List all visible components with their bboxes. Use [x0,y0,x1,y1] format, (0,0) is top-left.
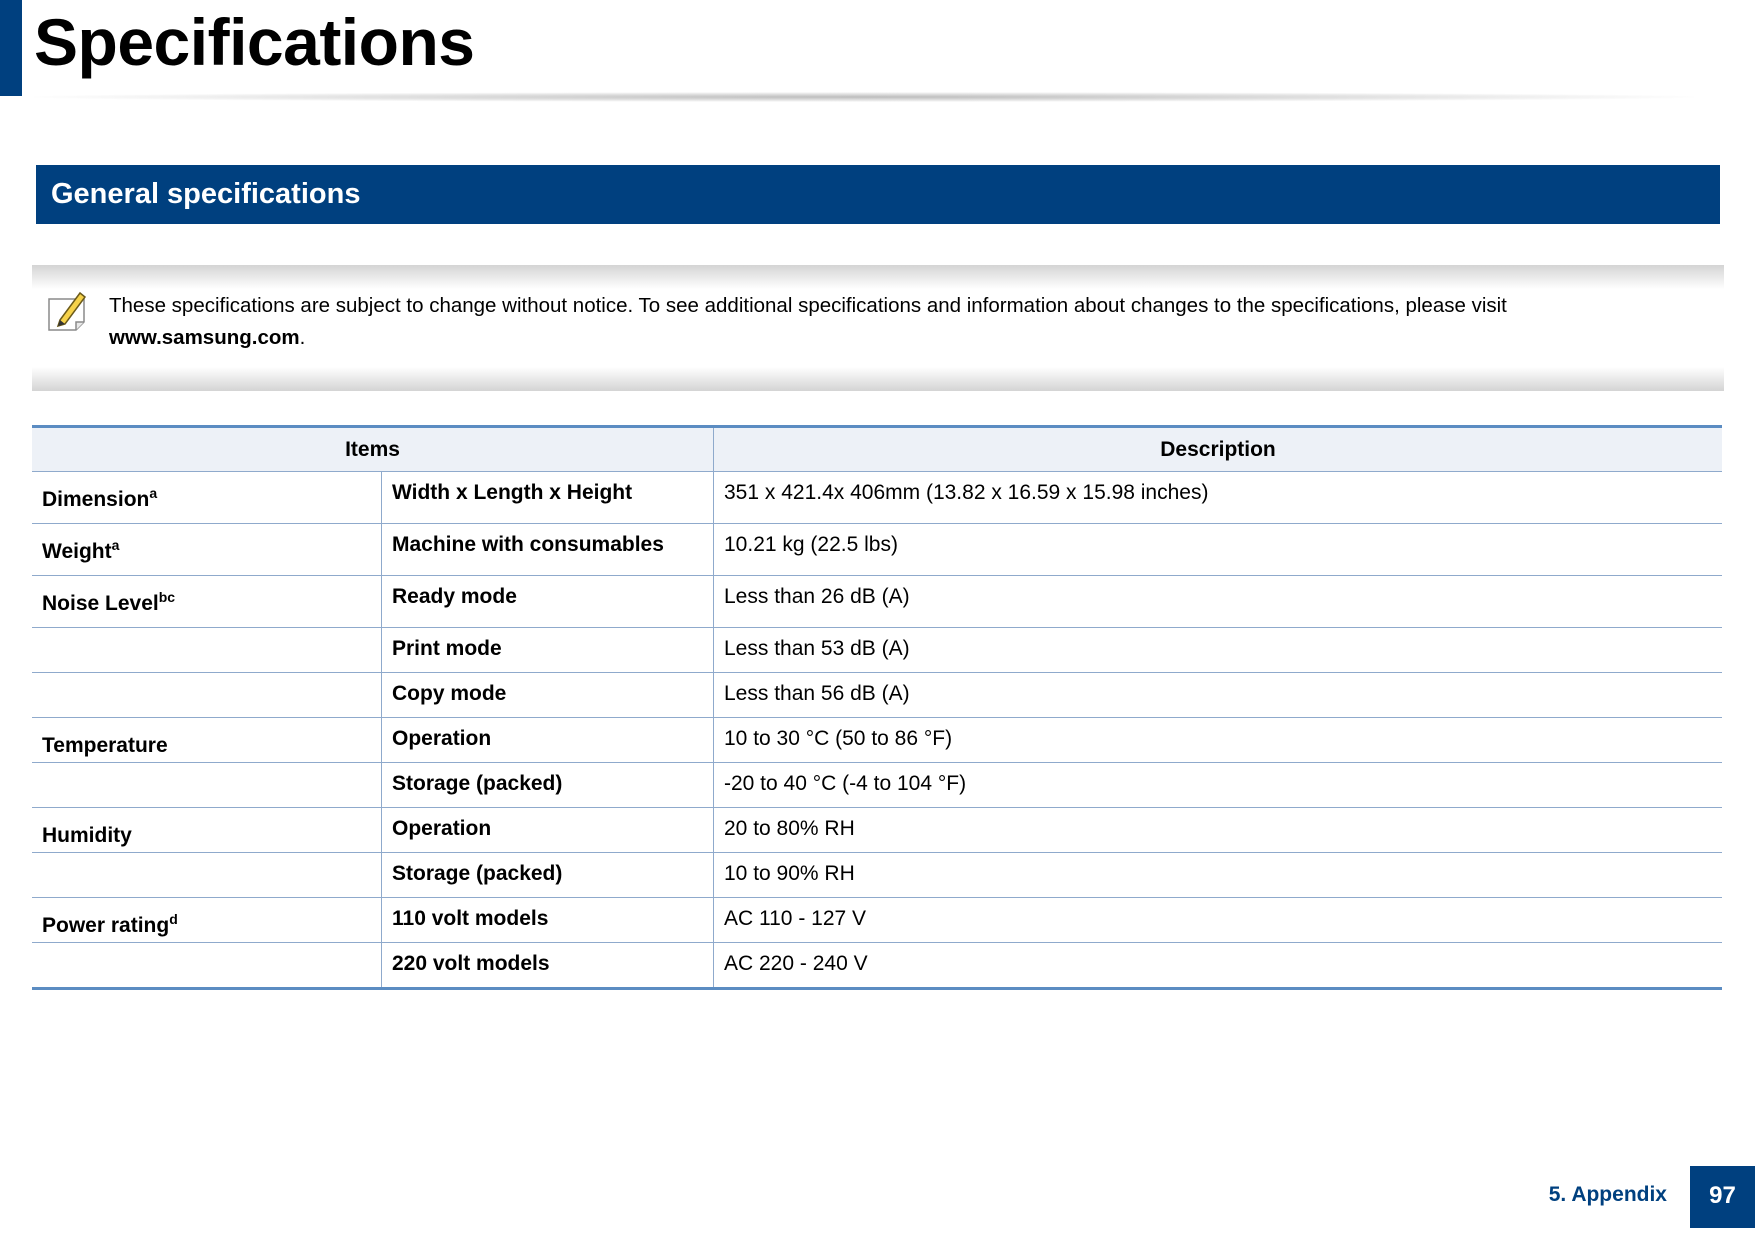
spec-subitem-cell: Operation [382,718,714,763]
table-row [32,472,1722,524]
spec-description-cell: Less than 53 dB (A) [714,628,1723,673]
spec-subitem-cell: Storage (packed) [382,853,714,898]
spec-subitem-cell: Operation [382,808,714,853]
spec-item-cell [32,763,382,808]
spec-item-cell [32,524,382,576]
spec-item-cell [32,673,382,718]
pencil-note-icon [46,289,88,333]
spec-description-cell: -20 to 40 °C (-4 to 104 °F) [714,763,1723,808]
spec-subitem-cell: 220 volt models [382,943,714,989]
spec-description-cell: AC 220 - 240 V [714,943,1723,989]
page-number-badge: 97 [1690,1166,1755,1228]
spec-item-cell [32,718,382,763]
spec-item-cell [32,808,382,853]
samsung-website-link[interactable]: www.samsung.com [109,326,300,349]
spec-item-cell [32,472,382,524]
note-top-shade [32,265,1724,289]
spec-description-cell: 10.21 kg (22.5 lbs) [714,524,1723,576]
spec-description-cell: 20 to 80% RH [714,808,1723,853]
note-text [109,290,1699,354]
section-title: General specifications [51,178,361,210]
footnote-marker: d [169,911,178,927]
spec-item-label: Noise Level [42,592,159,615]
note-body: These specifications are subject to change without notice. To see additional specifications and information about changes to the specifications, please visit [109,294,1507,317]
note-box [32,265,1724,391]
table-row [32,524,1722,576]
spec-subitem-cell: Copy mode [382,673,714,718]
spec-item-label: Weight [42,540,112,563]
spec-item-cell [32,628,382,673]
table-body [32,472,1722,989]
footnote-marker: bc [158,589,176,605]
general-specifications-table [32,425,1722,990]
spec-item-cell [32,576,382,628]
table-row [32,718,1722,763]
table-row [32,943,1722,989]
footnote-marker: a [111,537,120,553]
spec-item-label: Power rating [42,914,170,937]
table-row [32,576,1722,628]
header-accent-tab [0,0,22,96]
spec-description-cell: 10 to 90% RH [714,853,1723,898]
column-header-description: Description [714,427,1723,472]
spec-item-cell [32,898,382,943]
table-row [32,763,1722,808]
column-header-items: Items [32,427,714,472]
footnote-marker: a [149,485,158,501]
spec-description-cell: Less than 56 dB (A) [714,673,1723,718]
spec-description-cell: 351 x 421.4x 406mm (13.82 x 16.59 x 15.98 inches) [714,472,1723,524]
spec-subitem-cell: Machine with consumables [382,524,714,576]
spec-subitem-cell: Print mode [382,628,714,673]
spec-subitem-cell: Ready mode [382,576,714,628]
page-title: Specifications [34,5,475,79]
spec-item-cell [32,943,382,989]
section-header [36,165,1720,224]
table-row [32,808,1722,853]
title-divider [34,92,1694,102]
spec-description-cell: AC 110 - 127 V [714,898,1723,943]
table-row [32,673,1722,718]
spec-description-cell: 10 to 30 °C (50 to 86 °F) [714,718,1723,763]
footer-chapter-label: 5. Appendix [1548,1183,1667,1206]
spec-item-cell [32,853,382,898]
note-suffix: . [299,326,306,349]
spec-subitem-cell: Storage (packed) [382,763,714,808]
spec-item-label: Humidity [42,824,132,847]
spec-subitem-cell: 110 volt models [382,898,714,943]
table-row [32,898,1722,943]
spec-item-label: Temperature [42,734,168,757]
table-row [32,853,1722,898]
spec-subitem-cell: Width x Length x Height [382,472,714,524]
table-row [32,628,1722,673]
spec-description-cell: Less than 26 dB (A) [714,576,1723,628]
note-bottom-shade [32,367,1724,391]
spec-item-label: Dimension [42,488,150,511]
